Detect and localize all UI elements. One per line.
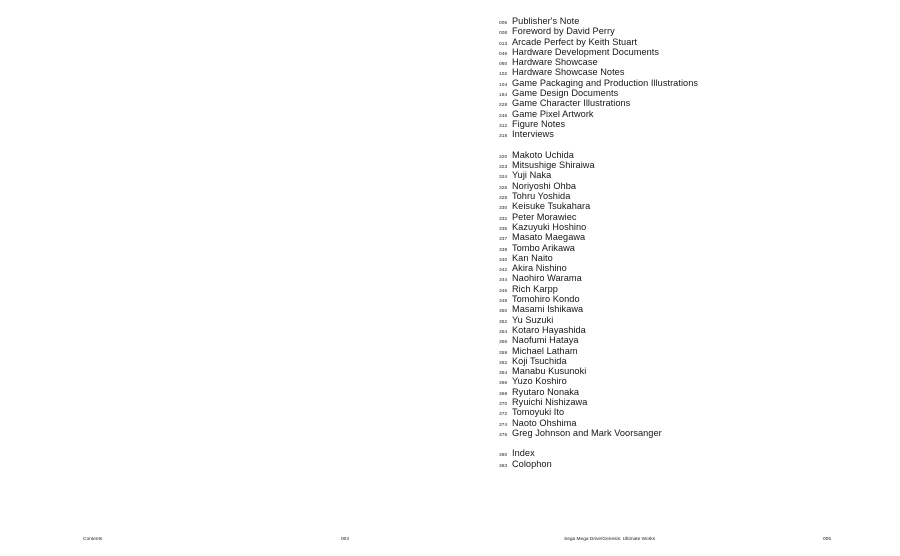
toc-page-number: 046 bbox=[499, 51, 508, 57]
toc-entry bbox=[499, 98, 879, 108]
toc-entry bbox=[499, 191, 879, 201]
toc-page-number: 060 bbox=[499, 62, 508, 68]
toc-page-number: 006 bbox=[499, 21, 508, 26]
table-of-contents bbox=[499, 16, 879, 469]
toc-entry-title: Figure Notes bbox=[512, 118, 566, 129]
toc-group bbox=[499, 448, 879, 469]
toc-page-number: 328 bbox=[499, 196, 508, 202]
toc-entry-title: Game Character Illustrations bbox=[512, 98, 631, 109]
toc-page-number: 346 bbox=[499, 288, 508, 294]
toc-page-number: 246 bbox=[499, 113, 508, 119]
toc-entry bbox=[499, 78, 879, 88]
toc-entry-title: Ryutaro Nonaka bbox=[512, 386, 580, 397]
toc-entry bbox=[499, 418, 879, 428]
toc-page-number: 340 bbox=[499, 257, 508, 263]
toc-entry-title: Tomoyuki Ito bbox=[512, 407, 565, 418]
toc-entry-title: Masato Maegawa bbox=[512, 232, 586, 243]
toc-page-number: 104 bbox=[499, 82, 508, 88]
toc-entry bbox=[499, 150, 879, 160]
toc-entry bbox=[499, 407, 879, 417]
toc-entry-title: Rich Karpp bbox=[512, 283, 558, 294]
toc-entry-title: Naoto Ohshima bbox=[512, 417, 577, 428]
toc-entry bbox=[499, 201, 879, 211]
toc-entry bbox=[499, 243, 879, 253]
toc-entry bbox=[499, 119, 879, 129]
toc-entry-title: Peter Morawiec bbox=[512, 211, 577, 222]
toc-page-number: 348 bbox=[499, 299, 508, 305]
toc-entry bbox=[499, 57, 879, 67]
toc-page-number: 368 bbox=[499, 391, 508, 397]
toc-entry bbox=[499, 366, 879, 376]
toc-entry bbox=[499, 325, 879, 335]
toc-page-number: 350 bbox=[499, 309, 508, 315]
toc-page-number: 374 bbox=[499, 422, 508, 428]
toc-entry-title: Interviews bbox=[512, 129, 554, 140]
toc-page-number: 332 bbox=[499, 216, 508, 222]
toc-page-number: 320 bbox=[499, 154, 508, 160]
toc-entry bbox=[499, 222, 879, 232]
toc-entry bbox=[499, 263, 879, 273]
toc-entry bbox=[499, 356, 879, 366]
toc-page-number: 380 bbox=[499, 453, 508, 459]
toc-entry-title: Tohru Yoshida bbox=[512, 191, 571, 202]
toc-page-number: 324 bbox=[499, 175, 508, 181]
toc-entry bbox=[499, 170, 879, 180]
toc-entry bbox=[499, 212, 879, 222]
toc-entry bbox=[499, 181, 879, 191]
toc-page-number: 383 bbox=[499, 463, 508, 469]
toc-entry bbox=[499, 109, 879, 119]
toc-page-number: 366 bbox=[499, 381, 508, 387]
toc-page-number: 102 bbox=[499, 72, 508, 78]
toc-page-number: 376 bbox=[499, 432, 508, 438]
toc-entry-title: Kazuyuki Hoshino bbox=[512, 221, 587, 232]
toc-page-number: 318 bbox=[499, 134, 508, 140]
toc-entry-title: Noriyoshi Ohba bbox=[512, 180, 577, 191]
toc-entry bbox=[499, 304, 879, 314]
toc-page-number: 338 bbox=[499, 247, 508, 253]
toc-entry-title: Makoto Uchida bbox=[512, 149, 574, 160]
toc-entry bbox=[499, 26, 879, 36]
toc-entry bbox=[499, 397, 879, 407]
toc-page-number: 013 bbox=[499, 41, 508, 47]
toc-entry bbox=[499, 459, 879, 469]
toc-entry-title: Publisher's Note bbox=[512, 16, 580, 26]
toc-page-number: 362 bbox=[499, 360, 508, 366]
toc-entry-title: Foreword by David Perry bbox=[512, 26, 615, 37]
toc-page-number: 312 bbox=[499, 123, 508, 129]
toc-page-number: 364 bbox=[499, 371, 508, 377]
toc-entry-title: Game Design Documents bbox=[512, 88, 619, 99]
toc-entry bbox=[499, 376, 879, 386]
toc-page-number: 359 bbox=[499, 350, 508, 356]
toc-entry-title: Index bbox=[512, 448, 535, 459]
toc-entry bbox=[499, 428, 879, 438]
toc-entry-title: Naohiro Warama bbox=[512, 273, 582, 284]
toc-entry bbox=[499, 448, 879, 458]
running-footer-section: Contents bbox=[83, 537, 103, 542]
toc-entry-title: Tomohiro Kondo bbox=[512, 294, 580, 305]
toc-entry bbox=[499, 16, 879, 26]
toc-entry-title: Yuji Naka bbox=[512, 170, 552, 181]
toc-entry-title: Game Pixel Artwork bbox=[512, 108, 594, 119]
toc-entry-title: Hardware Showcase Notes bbox=[512, 67, 625, 78]
toc-page-number: 184 bbox=[499, 93, 508, 99]
toc-entry-title: Yu Suzuki bbox=[512, 314, 554, 325]
toc-page-number: 344 bbox=[499, 278, 508, 284]
toc-entry-title: Mitsushige Shiraiwa bbox=[512, 160, 595, 171]
page-number-left: 004 bbox=[341, 537, 350, 542]
toc-page-number: 330 bbox=[499, 206, 508, 212]
toc-group bbox=[499, 16, 879, 140]
toc-entry-title: Kan Naito bbox=[512, 252, 553, 263]
toc-entry-title: Akira Nishino bbox=[512, 263, 567, 274]
toc-page-number: 354 bbox=[499, 329, 508, 335]
toc-page-number: 008 bbox=[499, 31, 508, 37]
toc-entry-title: Masami Ishikawa bbox=[512, 304, 584, 315]
toc-entry-title: Game Packaging and Production Illustrations bbox=[512, 77, 699, 88]
toc-page-number: 370 bbox=[499, 401, 508, 407]
toc-page-number: 372 bbox=[499, 412, 508, 418]
page-number-right: 005 bbox=[823, 537, 832, 542]
toc-page-number: 323 bbox=[499, 165, 508, 171]
toc-entry-title: Tombo Arikawa bbox=[512, 242, 575, 253]
toc-entry bbox=[499, 160, 879, 170]
toc-entry bbox=[499, 346, 879, 356]
toc-entry bbox=[499, 129, 879, 139]
toc-entry-title: Yuzo Koshiro bbox=[512, 376, 567, 387]
toc-entry bbox=[499, 88, 879, 98]
toc-entry-title: Hardware Development Documents bbox=[512, 46, 660, 57]
toc-entry-title: Greg Johnson and Mark Voorsanger bbox=[512, 427, 662, 438]
toc-entry bbox=[499, 315, 879, 325]
toc-entry bbox=[499, 294, 879, 304]
toc-page-number: 356 bbox=[499, 340, 508, 346]
toc-entry bbox=[499, 253, 879, 263]
toc-page-number: 335 bbox=[499, 226, 508, 232]
toc-entry bbox=[499, 37, 879, 47]
toc-group bbox=[499, 150, 879, 438]
toc-entry bbox=[499, 335, 879, 345]
toc-entry bbox=[499, 67, 879, 77]
toc-entry-title: Manabu Kusunoki bbox=[512, 366, 587, 377]
toc-entry-title: Michael Latham bbox=[512, 345, 578, 356]
toc-entry bbox=[499, 273, 879, 283]
toc-page-number: 337 bbox=[499, 237, 508, 243]
toc-entry-title: Ryuichi Nishizawa bbox=[512, 396, 588, 407]
toc-entry-title: Colophon bbox=[512, 458, 552, 469]
toc-page-number: 342 bbox=[499, 268, 508, 274]
toc-page-number: 326 bbox=[499, 185, 508, 191]
toc-entry-title: Naofumi Hataya bbox=[512, 335, 579, 346]
running-footer-book-title: Sega Mega Drive/Genesis: Ultimate Works bbox=[564, 537, 656, 542]
toc-entry bbox=[499, 47, 879, 57]
toc-entry-title: Hardware Showcase bbox=[512, 57, 598, 68]
toc-entry-title: Arcade Perfect by Keith Stuart bbox=[512, 36, 638, 47]
toc-entry-title: Keisuke Tsukahara bbox=[512, 201, 591, 212]
toc-entry bbox=[499, 284, 879, 294]
toc-entry bbox=[499, 387, 879, 397]
toc-entry-title: Koji Tsuchida bbox=[512, 355, 567, 366]
toc-page-number: 228 bbox=[499, 103, 508, 109]
toc-entry bbox=[499, 232, 879, 242]
toc-entry-title: Kotaro Hayashida bbox=[512, 324, 586, 335]
toc-page-number: 352 bbox=[499, 319, 508, 325]
